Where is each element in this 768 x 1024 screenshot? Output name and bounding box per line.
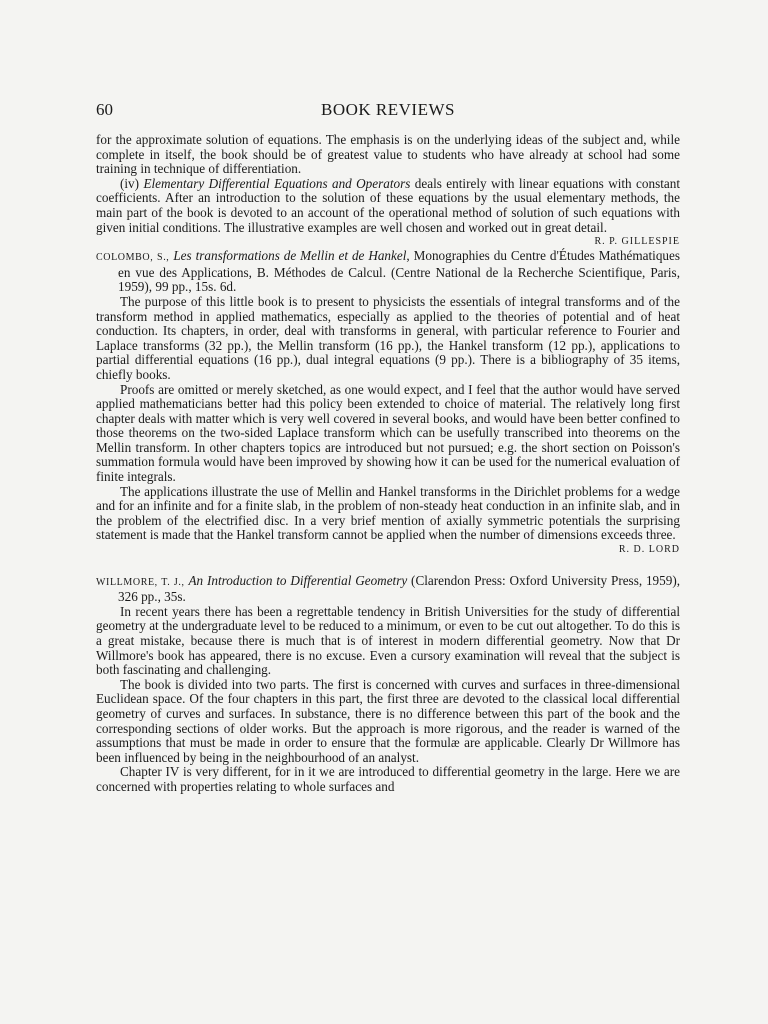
review-paragraph: Chapter IV is very different, for in it we are introduced to differential geometry in the large. Here we are concerned with properties relating to whole surfaces and: [96, 764, 680, 794]
book-title: An Introduction to Differential Geometry: [188, 572, 408, 588]
review-citation-colombo: [96, 249, 680, 295]
reviewer-signature: R. P. GILLESPIE: [594, 236, 680, 248]
book-title: Elementary Differential Equations and Operators: [143, 175, 411, 191]
paragraph-text: deals entirely with linear equations with constant coefficients. After an introduction to the solution of these equations by the usual elementary methods, the main part of the book is devoted to an account of the operational method of solution of such equations with given initial conditions. The illustrative examples are well chosen and worked out in great detail.: [96, 175, 680, 235]
review-author: COLOMBO, S.,: [96, 252, 170, 264]
review-paragraph: The purpose of this little book is to present to physicists the essentials of integral transforms and of the transform method in applied mathematics, especially as applied to the theories of potential and of heat conduction. Its chapters, in order, deal with transforms in general, with particular reference to Fourier and Laplace transforms (32 pp.), the Mellin transform (16 pp.), the Hankel transform (12 pp.), applications to partial differential equations (16 pp.), dual integral equations (9 pp.). There is a bibliography of 35 items, chiefly books.: [96, 293, 680, 382]
previous-review-paragraph: for the approximate solution of equations. The emphasis is on the underlying ideas of the subject and, while complete in itself, the book should be of greatest value to students who have already at school had some training in technique of differentiation.: [96, 132, 680, 177]
paragraph-text: The applications illustrate the use of Mellin and Hankel transforms in the Dirichlet problems for a wedge and for an infinite and for a finite slab, in the problem of non-steady heat conduction in an infinite slab, and in the problem of the electrified disc. In a very brief mention of axially symmetric potentials the surprising statement is made that the Hankel transform cannot be applied when the number of dimensions exceeds three.: [96, 483, 680, 543]
reviewer-signature: R. D. LORD: [618, 544, 680, 556]
citation-details: , Monographies du Centre d'Études Mathématiques en vue des Applications, B. Méthodes de Calcul. (Centre National de la Recherche Scientifique, Paris, 1959), 99 pp., 15s. 6d.: [118, 248, 681, 295]
review-paragraph: The book is divided into two parts. The first is concerned with curves and surfaces in three-dimensional Euclidean space. Of the four chapters in this part, the first three are devoted to the classical local differential geometry of curves and surfaces. In substance, there is no difference between this part of the book and the corresponding sections of older works. But the approach is more rigorous, and the reader is warned of the assumptions that must be made in order to ensure that the formulæ are applicable. Clearly Dr Willmore has been influenced by being in the neighbourhood of an analyst.: [96, 676, 680, 765]
book-title: Les transformations de Mellin et de Hankel: [173, 248, 407, 264]
review-citation-willmore: [96, 574, 680, 605]
running-title: BOOK REVIEWS: [321, 100, 455, 119]
review-paragraph: [96, 483, 680, 556]
page-content: [96, 133, 680, 795]
item-number: (iv): [120, 175, 144, 191]
previous-review-paragraph: [96, 177, 680, 235]
review-paragraph: In recent years there has been a regrettable tendency in British Universities for the study of differential geometry at the undergraduate level to be reduced to a minimum, or even to be cut out altogether. To do this is a great mistake, because there is much that is of interest in modern differential geometry. Now that Dr Willmore's book has appeared, there is no excuse. Even a cursory examination will reveal that the subject is both fascinating and challenging.: [96, 603, 680, 678]
review-paragraph: Proofs are omitted or merely sketched, as one would expect, and I feel that the author would have served applied mathematicians better had this policy been extended to choice of material. The relatively long first chapter deals with matter which is very well covered in several books, and would have been better confined to those theorems on the two-sided Laplace transform which can be usefully transcribed into theorems on the Mellin transform. In other chapters topics are introduced but not pursued; e.g. the short section on Poisson's summation formula would have been improved by showing how it can be used for the numerical evaluation of finite integrals.: [96, 381, 680, 485]
review-author: WILLMORE, T. J.,: [96, 576, 185, 588]
page-number: 60: [96, 100, 113, 119]
page-header: [96, 100, 680, 122]
citation-details: (Clarendon Press: Oxford University Press, 1959), 326 pp., 35s.: [118, 572, 681, 605]
